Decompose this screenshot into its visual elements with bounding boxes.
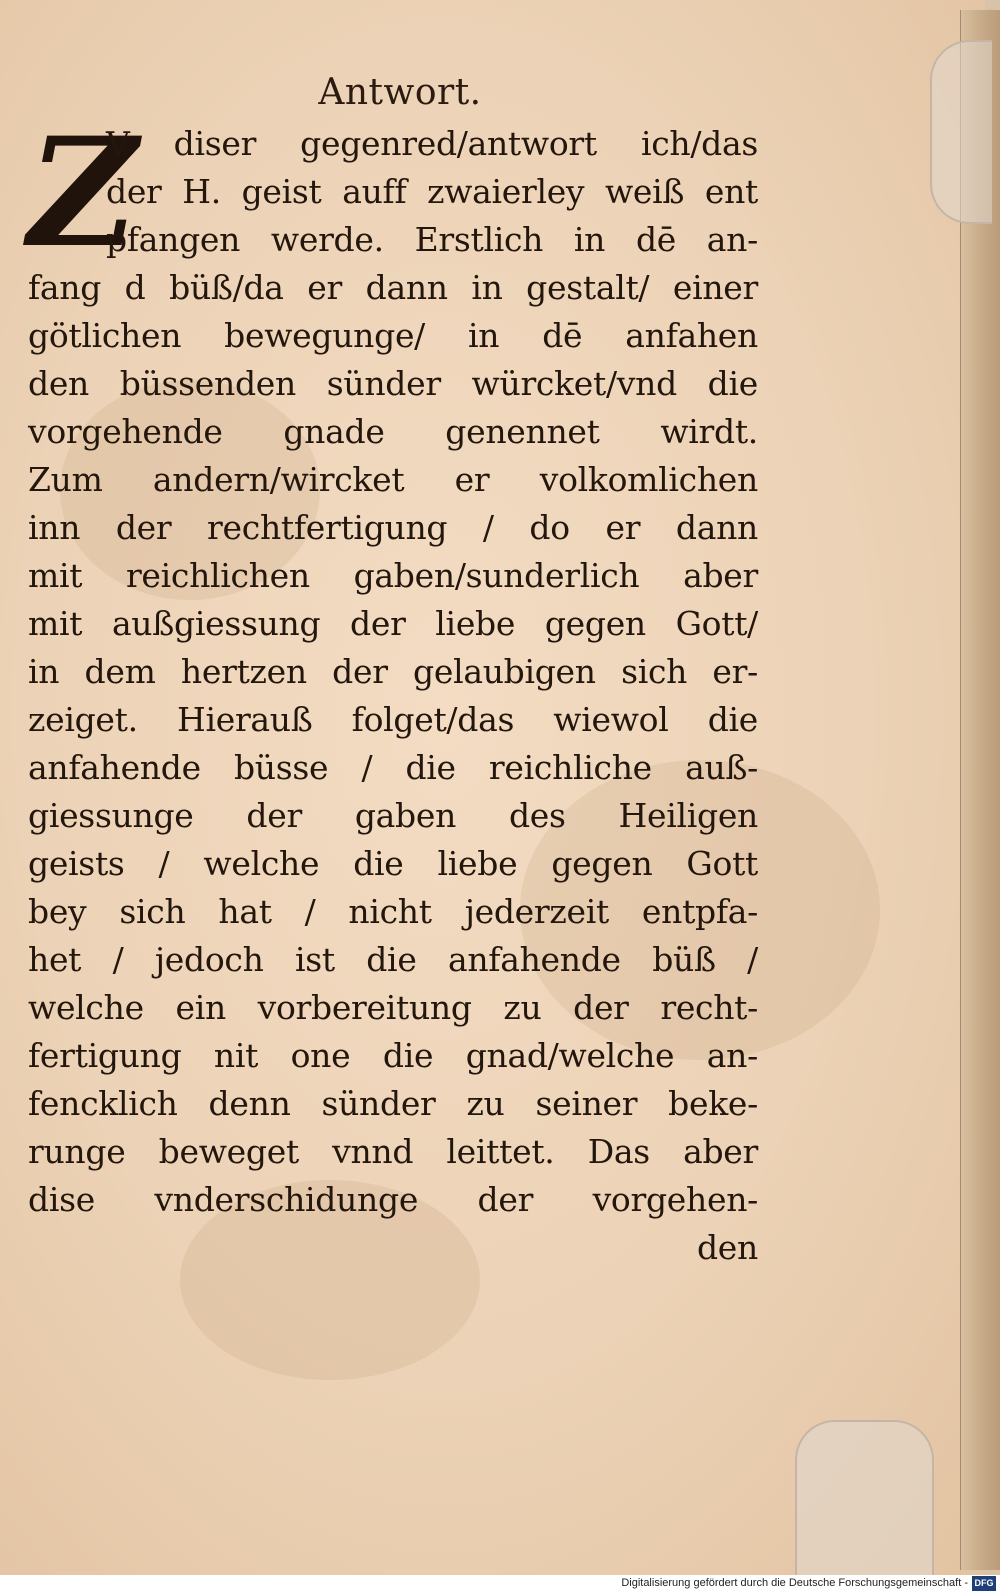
text-line: fang d büß/da er dann in gestalt/ einer xyxy=(28,268,758,307)
text-line: den büssenden sünder würcket/vnd die xyxy=(28,364,758,403)
text-line: giessunge der gaben des Heiligen xyxy=(28,796,758,835)
text-line: V diser gegenred/antwort ich/das xyxy=(106,124,758,163)
text-line: inn der rechtfertigung / do er dann xyxy=(28,508,758,547)
text-line: mit außgiessung der liebe gegen Gott/ xyxy=(28,604,758,643)
text-line: welche ein vorbereitung zu der recht- xyxy=(28,988,758,1027)
adjacent-page-edge xyxy=(960,10,1000,1570)
text-line: runge beweget vnnd leittet. Das aber xyxy=(28,1132,758,1171)
dfg-logo: DFG xyxy=(972,1576,996,1591)
body-text xyxy=(28,105,758,1272)
decorated-initial: Z xyxy=(28,105,138,281)
text-line: pfangen werde. Erstlich in dē an- xyxy=(106,220,758,259)
text-line: mit reichlichen gaben/sunderlich aber xyxy=(28,556,758,595)
text-line: geists / welche die liebe gegen Gott xyxy=(28,844,758,883)
text-line: zeiget. Hierauß folget/das wiewol die xyxy=(28,700,758,739)
scanner-clip-top xyxy=(930,40,992,224)
text-line: in dem hertzen der gelaubigen sich er- xyxy=(28,652,758,691)
text-line: götlichen bewegunge/ in dē anfahen xyxy=(28,316,758,355)
catchword: den xyxy=(696,1228,758,1267)
text-line: vorgehende gnade genennet wirdt. xyxy=(28,412,758,451)
text-line: anfahende büsse / die reichliche auß- xyxy=(28,748,758,787)
text-line: Zum andern/wircket er volkomlichen xyxy=(28,460,758,499)
text-line: der H. geist auff zwaierley weiß ent xyxy=(106,172,758,211)
page-heading: Antwort. xyxy=(318,72,482,113)
text-line: fertigung nit one die gnad/welche an- xyxy=(28,1036,758,1075)
text-line: dise vnderschidunge der vorgehen- xyxy=(28,1180,758,1219)
text-line: bey sich hat / nicht jederzeit entpfa- xyxy=(28,892,758,931)
text-line: het / jedoch ist die anfahende büß / xyxy=(28,940,758,979)
footer-bar xyxy=(0,1575,1000,1595)
scanner-clip-bottom xyxy=(795,1420,934,1575)
funding-credit: Digitalisierung gefördert durch die Deutsche Forschungsgemeinschaft - xyxy=(621,1577,968,1589)
text-line: fencklich denn sünder zu seiner beke- xyxy=(28,1084,758,1123)
